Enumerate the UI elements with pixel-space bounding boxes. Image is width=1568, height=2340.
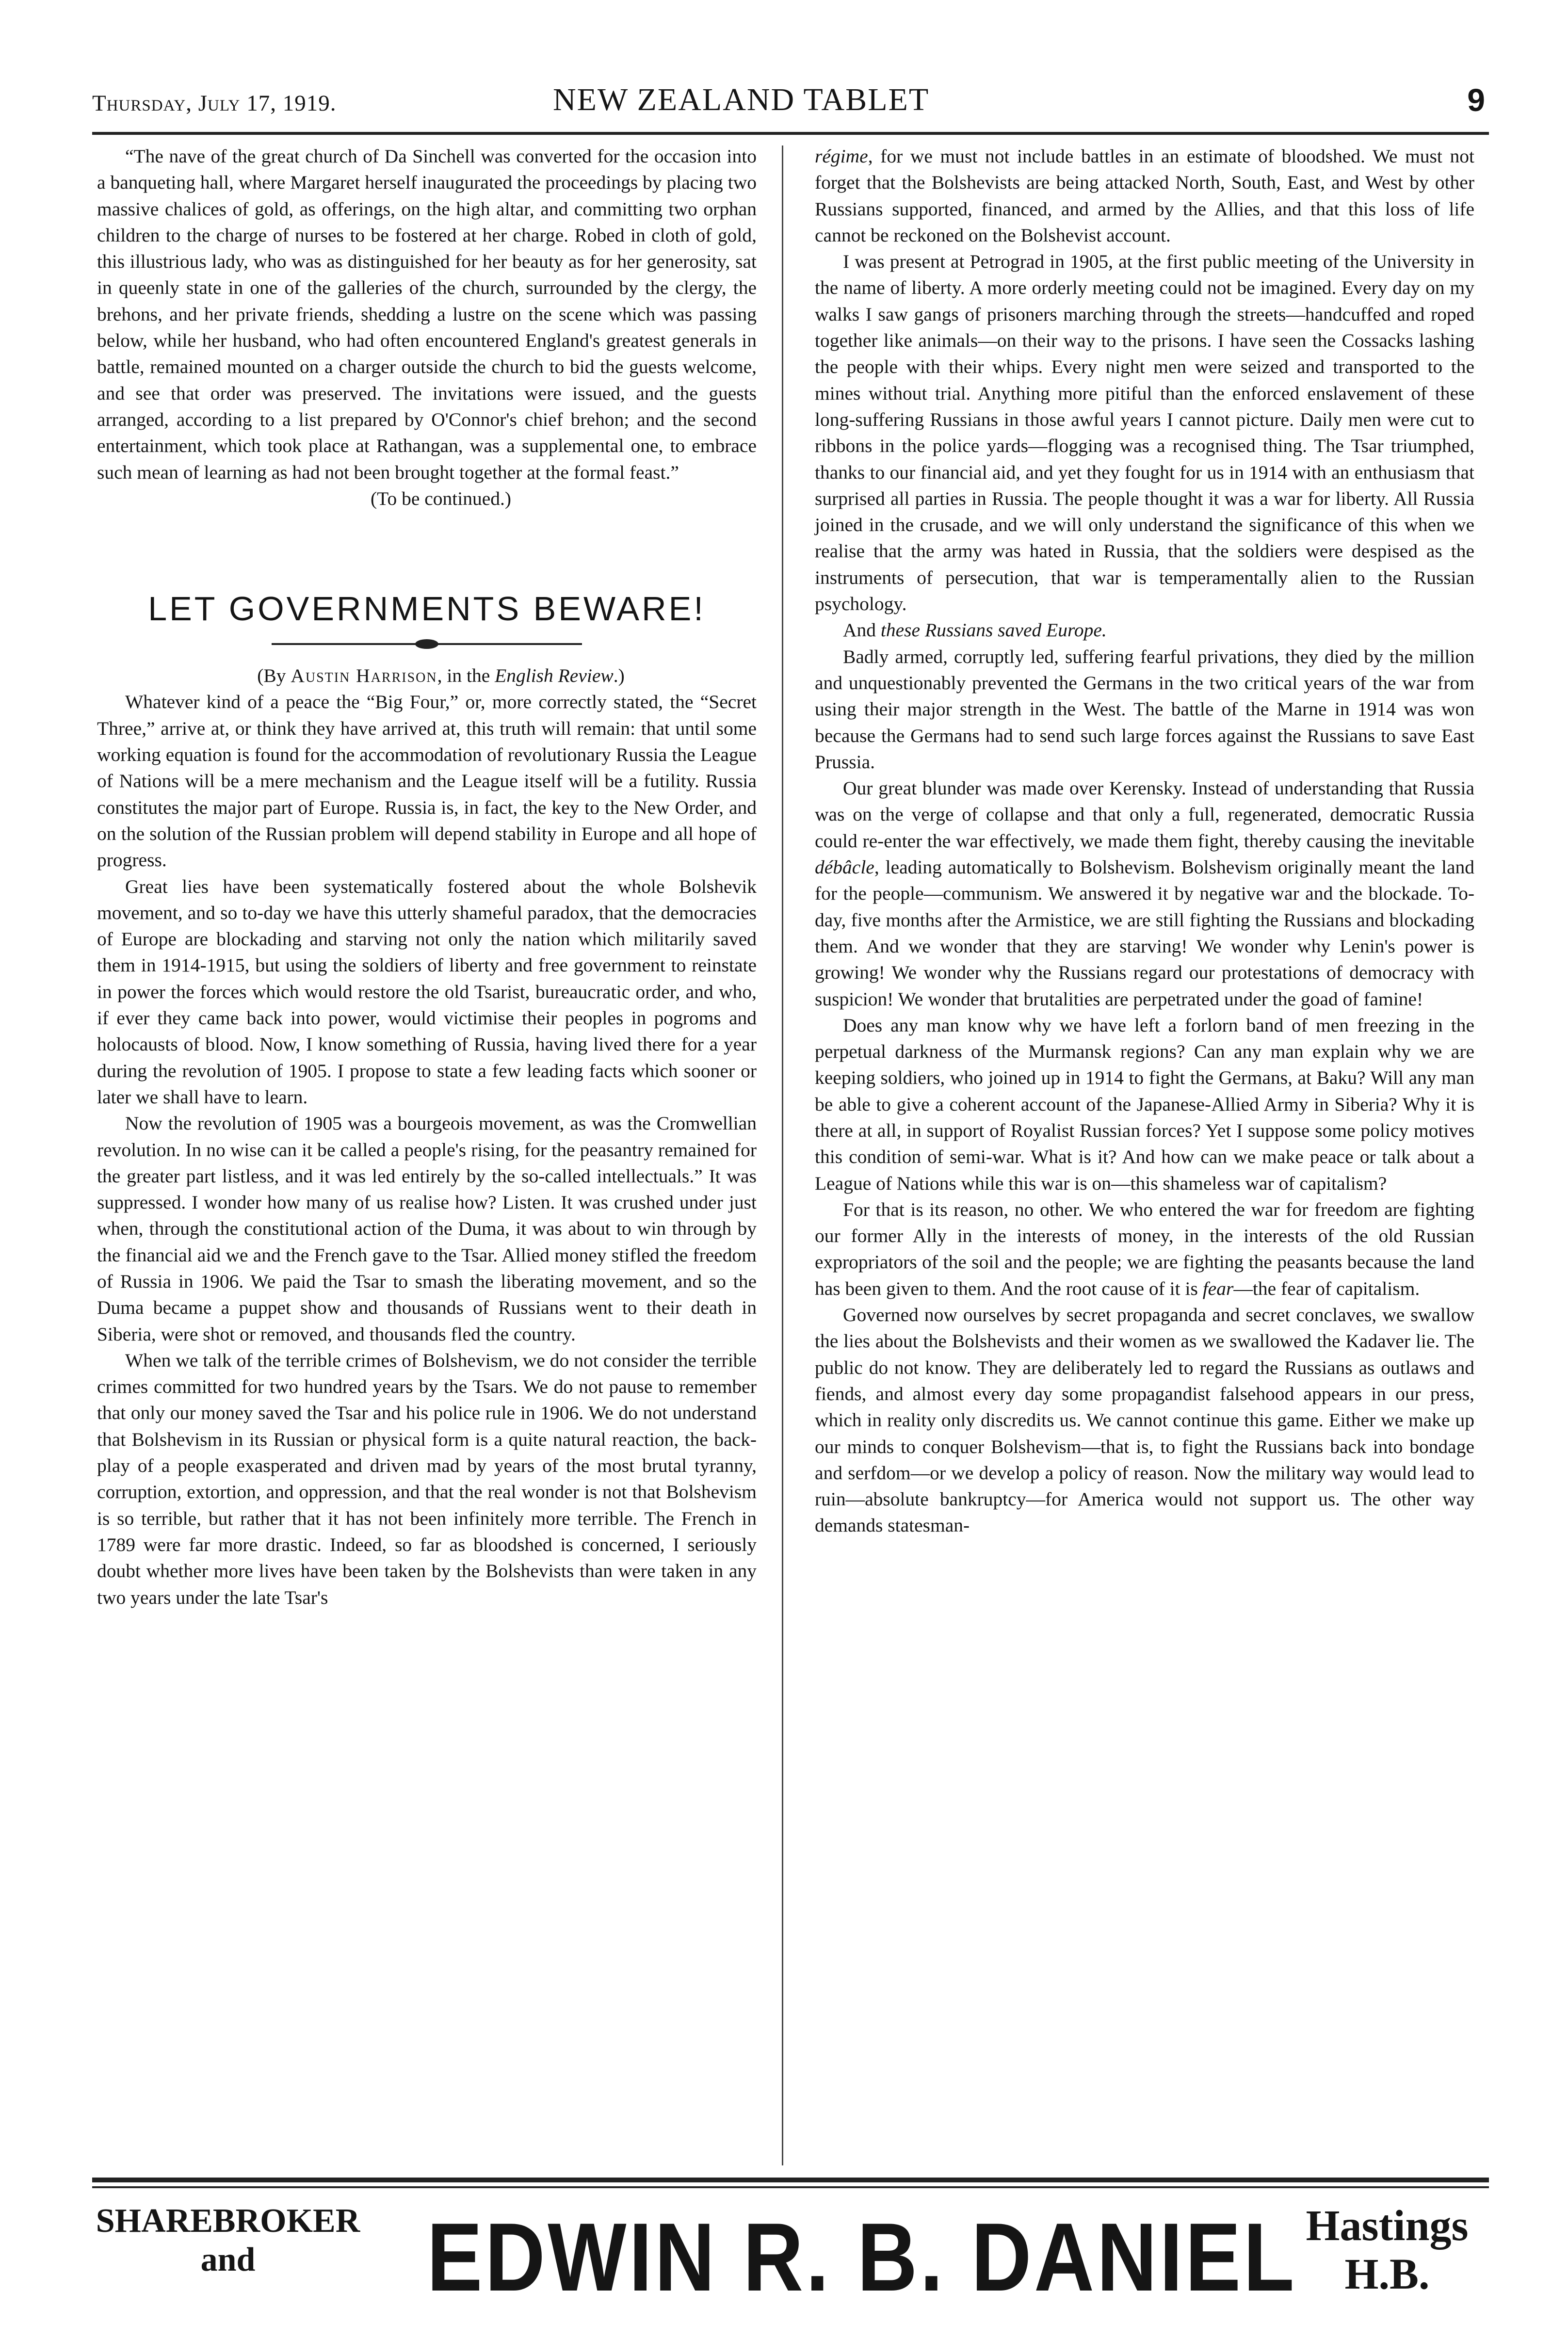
saved-italic: these Russians saved Europe. [880,619,1107,641]
article-byline [97,662,757,689]
ad-and: and [200,2241,256,2278]
saved-prefix: And [843,619,876,641]
ad-right-text [1285,2202,1489,2299]
article-paragraph: I was present at Petrograd in 1905, at the first public meeting of the University in the name of liberty. A more orderly meeting could not be imagined. Every day on my walks I saw gangs of prisoners marching through the streets—handcuffed and roped together like animals—on their way to the prisons. I have seen the Cossacks lashing the people with their whips. Every night men were seized and transported to the mines without trial. Anything more pitiful than the enforced enslavement of these long-suffering Russians in those awful years I cannot picture. Daily men were cut to ribbons in the police yards—flogging was a recognised thing. The Tsar triumphed, thanks to our financial aid, and yet they fought for us in 1914 with an enthusiasm that surprised all parties in Russia. The people thought it was a war for liberty. All Russia joined in the crusade, and we will only understand the significance of this when we realise that the army was hated in Russia, that the soldiers were despised as the instruments of persecution, that war is temperamentally alien to the Russian psychology. [815,251,1474,615]
right-column [815,143,1474,1539]
ad-advertiser-name: EDWIN R. B. DANIEL [427,2203,1297,2311]
article-paragraph [815,1196,1474,1302]
column-divider [782,145,783,2165]
issue-date: Thursday, July 17, 1919. [92,91,337,116]
paragraph-text: —the fear of capitalism. [1233,1277,1420,1299]
byline-prefix: (By [257,665,286,687]
article-paragraph: Does any man know why we have left a forlorn band of men freezing in the perpetual darkness of the Murmansk regions? Can any man explain why we are keeping soldiers, who joined up in 1914 to fight the Germans, at Baku? Will any man be able to give a coherent account of the Japanese-Allied Army in Siberia? Why it is there at all, in support of Royalist Russian forces? Yet I suppose some policy motives this condition of semi-war. What is it? And how can we make peace or talk about a League of Nations while this war is on—this shameless war of capitalism? [815,1014,1474,1194]
ad-left-text [92,2202,364,2279]
byline-author: Austin Harrison [291,665,437,687]
article-paragraph: Great lies have been systematically fostered about the whole Bolshevik movement, and so to-day we have this utterly shameful paradox, that the democracies of Europe are blockading and starving not only the nation which militarily saved them in 1914-1915, but using the soldiers of liberty and free government to reinstate in power the forces which would restore the old Tsarist, bureaucratic order, and who, if ever they came back into power, would victimise their peoples in pogroms and holocausts of blood. Now, I know something of Russia, having lived there for a year during the revolution of 1905. I propose to state a few leading facts which sooner or later we shall have to learn. [97,875,757,1108]
byline-suffix: .) [613,665,625,687]
title-ornament-rule [272,638,582,650]
page-header [92,81,1489,135]
left-column [97,143,757,1611]
footer-rule-thin [92,2186,1489,2188]
title-rule-ornament [415,639,438,649]
article-title: LET GOVERNMENTS BEWARE! [148,590,706,628]
article-paragraph: When we talk of the terrible crimes of Bolshevism, we do not consider the terrible crimes committed for two hundred years by the Tsars. We do not pause to remember that only our money saved the Tsar and his police rule in 1906. We do not understand that Bolshevism in its Russian or physical form is a quite natural reaction, the back-play of a people exasperated and driven mad by years of the most brutal tyranny, corruption, extortion, and oppression, and that the real wonder is not that Bolshevism is so terrible, but rather that it has not been infinitely more terrible. The French in 1789 were far more drastic. Indeed, so far as bloodshed is concerned, I seriously doubt whether more lives have been taken by the Bolshevists than were taken in any two years under the late Tsar's [97,1349,757,1608]
to-be-continued-note: (To be continued.) [370,487,512,509]
fear-word: fear [1202,1277,1234,1299]
byline-source: English Review [495,665,614,687]
publication-title: NEW ZEALAND TABLET [553,82,930,117]
paragraph-text: For that is its reason, no other. We who entered the war for freedom are fighting our former Ally in the interests of money, in the interests of the old Russian expropriators of the soil and the people; we are fighting the peasants because the land has been given to them. And the root cause of it is [815,1198,1474,1299]
article-paragraph: Now the revolution of 1905 was a bourgeois movement, as was the Cromwellian revolution. In no wise can it be called a people's rising, for the peasantry remained for the greater part listless, and it was led entirely by the so-called intellectuals.” It was suppressed. I wonder how many of us realise how? Listen. It was crushed under just when, through the constitutional action of the Duma, it was about to win through by the financial aid we and the French gave to the Tsar. Allied money stifled the freedom of Russia in 1906. We paid the Tsar to smash the liberating movement, and so the Duma became a puppet show and thousands of Russians went to their death in Siberia, were shot or removed, and thousands fled the country. [97,1113,757,1345]
page-number: 9 [1467,82,1485,118]
paragraph-text: , leading automatically to Bolshevism. Bolshevism originally meant the land for the people—communism. We answered it by negative war and the blockade. To-day, five months after the Armistice, we are still fighting the Russians and blockading them. And we wonder that they are starving! We wonder why Lenin's power is growing! We wonder why the Russians regard our protestations of democracy with suspicion! We wonder that brutalities are perpetrated under the goad of famine! [815,856,1474,1010]
article-paragraph: Badly armed, corruptly led, suffering fearful privations, they died by the million and unquestionably prevented the Germans in the two critical years of the war from using their major strength in the West. The battle of the Marne in 1914 was won because the Germans had to send such large forces against the Russians to save East Prussia. [815,646,1474,773]
regime-word: régime [815,145,868,167]
continued-story-paragraph: “The nave of the great church of Da Sinchell was converted for the occasion into a banqueting hall, where Margaret herself inaugurated the proceedings by placing two massive chalices of gold, as offerings, on the high altar, and committing two orphan children to the charge of nurses to be fostered at her charge. Robed in cloth of gold, this illustrious lady, who was as distinguished for her beauty as for her generosity, sat in queenly state in one of the galleries of the church, surrounded by the clergy, the brehons, and her private friends, shedding a lustre on the scene which was passing below, while her husband, who had often encountered England's greatest generals in battle, remained mounted on a charger outside the church to bid the guests welcome, and see that order was preserved. The invitations were issued, and the guests arranged, according to a list prepared by O'Connor's chief brehon; and the second entertainment, which took place at Rathangan, was a supplemental one, to embrace such mean of learning as had not been brought together at the formal feast.” [97,145,757,483]
ad-hb: H.B. [1344,2250,1430,2298]
footer-rule-thick [92,2178,1489,2182]
advertisement-banner [92,2192,1489,2333]
ad-hastings: Hastings [1306,2202,1469,2250]
article-paragraph [815,617,1474,643]
article-paragraph [815,143,1474,248]
paragraph-text: Our great blunder was made over Kerensky. Instead of understanding that Russia was on the verge of collapse and that only a full, regenerated, democratic Russia could re-enter the war effectively, we made them fight, thereby causing the inevitable [815,777,1474,852]
debacle-word: débâcle [815,856,874,878]
header-rule [92,132,1489,135]
article-paragraph: Governed now ourselves by secret propaganda and secret conclaves, we swallow the lies about the Bolshevists and their women as we swallowed the Kadaver lie. The public do not know. They are deliberately led to regard the Russians as outlaws and fiends, and almost every day some propagandist falsehood appears in our press, which in reality only discredits us. We cannot continue this game. Either we make up our minds to conquer Bolshevism—that is, to fight the Russians back into bondage and serfdom—or we develop a policy of reason. Now the military way would lead to ruin—absolute bankruptcy—for America would not support us. The other way demands statesman- [815,1304,1474,1536]
article-paragraph [815,775,1474,1012]
article-paragraph: Whatever kind of a peace the “Big Four,” or, more correctly stated, the “Secret Three,” arrive at, or think they have arrived at, this truth will remain: that until some working equation is found for the accommodation of revolutionary Russia the League of Nations will be a mere mechanism and the League itself will be a futility. Russia constitutes the major part of Europe. Russia is, in fact, the key to the New Order, and on the solution of the Russian problem will depend stability in Europe and all hope of progress. [97,691,757,871]
ad-sharebroker: SHAREBROKER [96,2202,360,2240]
paragraph-text: , for we must not include battles in an estimate of bloodshed. We must not forget that the Bolshevists are being attacked North, South, East, and West by other Russians supported, financed, and armed by the Allies, and that this loss of life cannot be reckoned on the Bolshevist account. [815,145,1474,246]
byline-middle: , in the [437,665,490,687]
